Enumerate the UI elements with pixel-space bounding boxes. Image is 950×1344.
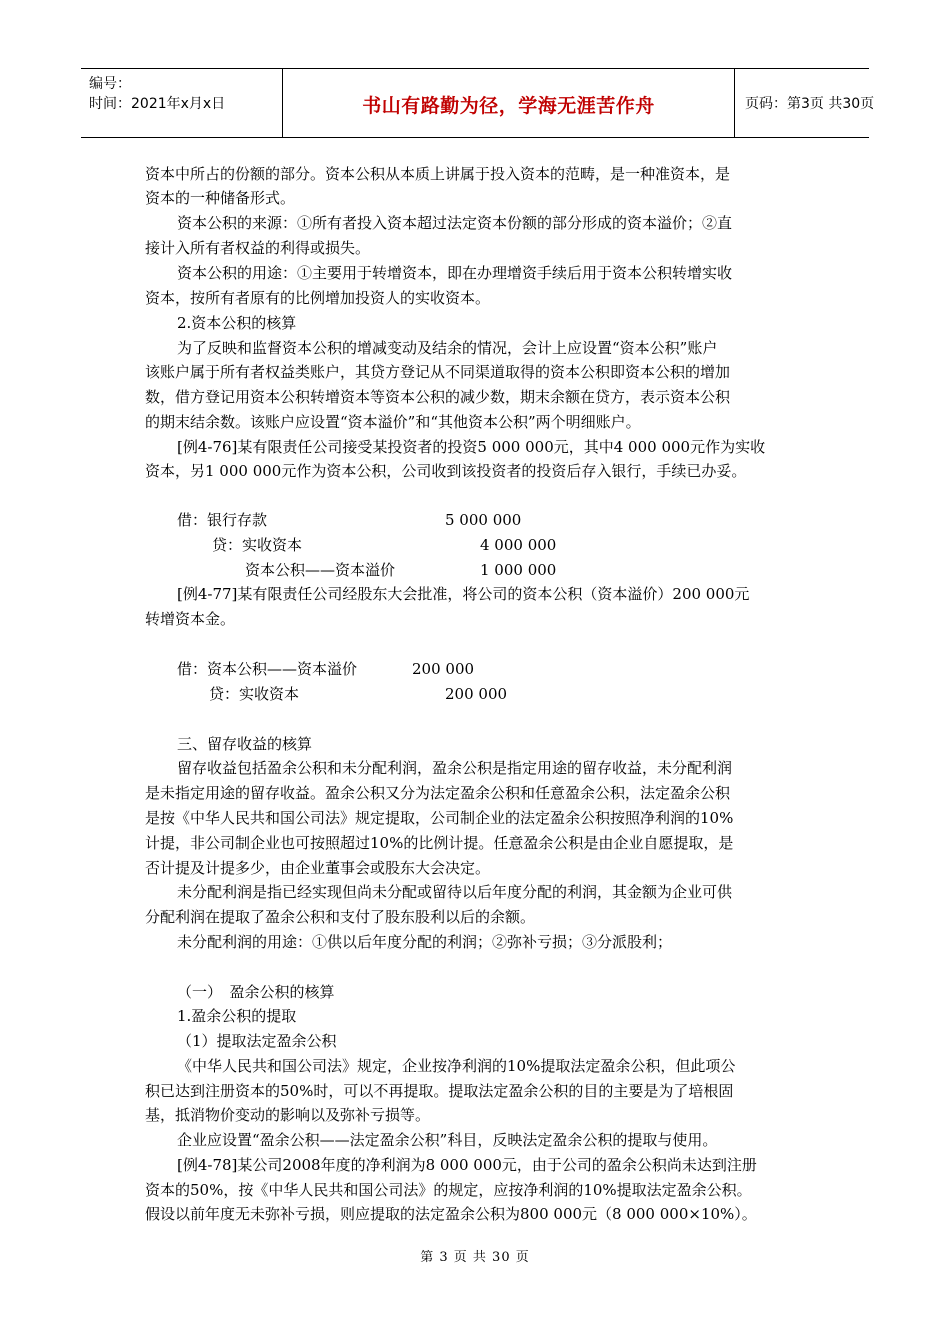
body-line: 该账户属于所有者权益类账户，其贷方登记从不同渠道取得的资本公积即资本公积的增加 <box>145 363 731 381</box>
section-heading: 2.资本公积的核算 <box>177 314 297 332</box>
body-line: 是未指定用途的留存收益。盈余公积又分为法定盈余公积和任意盈余公积，法定盈余公积 <box>145 784 731 802</box>
body-line: 为了反映和监督资本公积的增减变动及结余的情况，会计上应设置“资本公积”账户 <box>177 339 718 357</box>
subsection-heading: （一） 盈余公积的核算 <box>177 983 335 1001</box>
body-line: 《中华人民共和国公司法》规定，企业按净利润的10%提取法定盈余公积，但此项公 <box>177 1057 736 1075</box>
body-line: 资本的一种储备形式。 <box>145 189 296 207</box>
header-motto-cell <box>283 69 735 137</box>
example-line: 资本的50%，按《中华人民共和国公司法》的规定，应按净利润的10%提取法定盈余公积。 <box>145 1181 752 1199</box>
example-line: [例4-78]某公司2008年度的净利润为8 000 000元，由于公司的盈余公积尚未达到注册 <box>177 1156 757 1174</box>
header-page-info: 页码：第3页 共30页 <box>745 96 875 112</box>
subsection-heading: 1.盈余公积的提取 <box>177 1007 297 1025</box>
body-line: 未分配利润是指已经实现但尚未分配或留待以后年度分配的利润，其金额为企业可供 <box>177 883 733 901</box>
document-date-label: 时间：2021年x月x日 <box>89 96 226 112</box>
section-heading: 三、留存收益的核算 <box>177 735 313 753</box>
body-line: 否计提及计提多少，由企业董事会或股东大会决定。 <box>145 859 491 877</box>
example-line: [例4-77]某有限责任公司经股东大会批准，将公司的资本公积（资本溢价）200 000元 <box>177 585 750 603</box>
document-header <box>81 68 875 138</box>
journal-debit-account: 借：资本公积——资本溢价 <box>177 660 358 678</box>
body-line: 接计入所有者权益的利得或损失。 <box>145 239 371 257</box>
body-line: 资本公积的来源：①所有者投入资本超过法定资本份额的部分形成的资本溢价；②直 <box>177 214 733 232</box>
body-line: 资本中所占的份额的部分。资本公积从本质上讲属于投入资本的范畴，是一种准资本，是 <box>145 165 731 183</box>
journal-credit-amount: 4 000 000 <box>480 536 557 554</box>
journal-debit-account: 借：银行存款 <box>177 511 268 529</box>
body-line: 的期末结余数。该账户应设置“资本溢价”和“其他资本公积”两个明细账户。 <box>145 413 641 431</box>
page-footer: 第 3 页 共 30 页 <box>420 1250 530 1265</box>
example-line: 假设以前年度无未弥补亏损，则应提取的法定盈余公积为800 000元（8 000 000×10%）。 <box>145 1205 757 1223</box>
example-line: [例4-76]某有限责任公司接受某投资者的投资5 000 000元，其中4 000 000元作为实收 <box>177 438 766 456</box>
header-meta-cell <box>81 69 283 137</box>
journal-debit-amount: 5 000 000 <box>445 511 522 529</box>
body-line: 基，抵消物价变动的影响以及弥补亏损等。 <box>145 1106 431 1124</box>
body-line: 是按《中华人民共和国公司法》规定提取，公司制企业的法定盈余公积按照净利润的10% <box>145 809 734 827</box>
journal-credit-account: 贷：实收资本 <box>209 685 300 703</box>
journal-debit-amount: 200 000 <box>412 660 475 678</box>
body-line: 未分配利润的用途：①供以后年度分配的利润；②弥补亏损；③分派股利； <box>177 933 673 951</box>
body-line: 数，借方登记用资本公积转增资本等资本公积的减少数，期末余额在贷方，表示资本公积 <box>145 388 731 406</box>
journal-credit-account: 贷：实收资本 <box>212 536 303 554</box>
body-line: 分配利润在提取了盈余公积和支付了股东股利以后的余额。 <box>145 908 536 926</box>
journal-credit-amount: 1 000 000 <box>480 561 557 579</box>
journal-credit-amount: 200 000 <box>445 685 508 703</box>
header-page-cell <box>735 69 875 137</box>
subsection-heading: （1）提取法定盈余公积 <box>177 1032 337 1050</box>
body-line: 留存收益包括盈余公积和未分配利润，盈余公积是指定用途的留存收益，未分配利润 <box>177 759 733 777</box>
body-line: 资本，按所有者原有的比例增加投资人的实收资本。 <box>145 289 491 307</box>
example-line: 资本，另1 000 000元作为资本公积，公司收到该投资者的投资后存入银行，手续已办妥。 <box>145 462 747 480</box>
body-line: 积已达到注册资本的50%时，可以不再提取。提取法定盈余公积的目的主要是为了培根固 <box>145 1082 734 1100</box>
body-line: 资本公积的用途：①主要用于转增资本，即在办理增资手续后用于资本公积转增实收 <box>177 264 733 282</box>
body-line: 计提，非公司制企业也可按照超过10%的比例计提。任意盈余公积是由企业自愿提取，是 <box>145 834 734 852</box>
header-motto: 书山有路勤为径，学海无涯苦作舟 <box>362 95 655 117</box>
example-line: 转增资本金。 <box>145 610 236 628</box>
document-number-label: 编号： <box>89 76 131 92</box>
body-line: 企业应设置“盈余公积——法定盈余公积”科目，反映法定盈余公积的提取与使用。 <box>177 1131 718 1149</box>
journal-credit-account: 资本公积——资本溢价 <box>245 561 396 579</box>
